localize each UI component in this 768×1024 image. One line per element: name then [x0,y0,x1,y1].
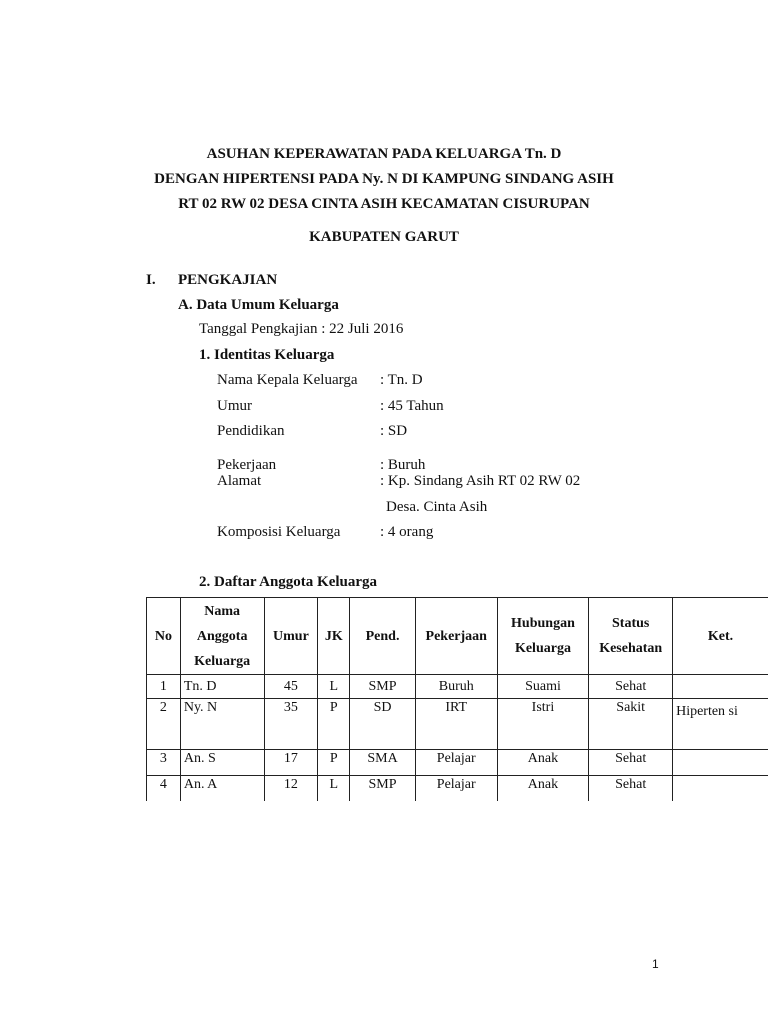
address-value-line-2: Desa. Cinta Asih [386,499,488,515]
table-row [147,699,768,750]
cell-sex: L [318,776,350,802]
cell-education: SMP [350,675,416,699]
table-row [147,776,768,802]
cell-health-status: Sehat [589,776,673,802]
occupation-label: Pekerjaan [217,457,277,473]
age-value: : 45 Tahun [380,398,444,414]
occupation-value: : Buruh [380,457,426,473]
header-notes: Ket. [673,598,768,675]
header-age: Umur [264,598,318,675]
cell-age: 35 [264,699,318,750]
cell-health-status: Sakit [589,699,673,750]
subsection-heading: A. Data Umum Keluarga [178,297,339,313]
table-row [147,675,768,699]
cell-sex: P [318,750,350,776]
header-education: Pend. [350,598,416,675]
cell-age: 12 [264,776,318,802]
cell-relationship: Istri [497,699,589,750]
section-number: I. [146,272,156,288]
cell-relationship: Suami [497,675,589,699]
cell-occupation: Pelajar [415,750,497,776]
header-relationship: Hubungan Keluarga [497,598,589,675]
header-occupation: Pekerjaan [415,598,497,675]
education-label: Pendidikan [217,423,285,439]
assessment-date: Tanggal Pengkajian : 22 Juli 2016 [199,321,404,337]
cell-notes [673,750,768,776]
address-value: : Kp. Sindang Asih RT 02 RW 02 [380,473,581,489]
head-name-value: : Tn. D [380,372,423,388]
cell-education: SD [350,699,416,750]
cell-relationship: Anak [497,750,589,776]
education-value: : SD [380,423,408,439]
cell-name: An. A [180,776,264,802]
table-row [147,750,768,776]
cell-education: SMA [350,750,416,776]
cell-sex: L [318,675,350,699]
family-identity-heading: 1. Identitas Keluarga [199,347,335,363]
cell-notes [673,776,768,802]
cell-occupation: Buruh [415,675,497,699]
cell-age: 45 [264,675,318,699]
cell-health-status: Sehat [589,750,673,776]
cell-no: 3 [147,750,181,776]
cell-name: Ny. N [180,699,264,750]
title-line-4: KABUPATEN GARUT [309,229,459,245]
cell-name: An. S [180,750,264,776]
cell-sex: P [318,699,350,750]
cell-no: 4 [147,776,181,802]
header-no: No [147,598,181,675]
cell-name: Tn. D [180,675,264,699]
cell-health-status: Sehat [589,675,673,699]
header-name: Nama Anggota Keluarga [180,598,264,675]
cell-age: 17 [264,750,318,776]
cell-no: 1 [147,675,181,699]
cell-occupation: IRT [415,699,497,750]
family-members-table [146,597,768,801]
header-health-status: Status Kesehatan [589,598,673,675]
composition-value: : 4 orang [380,524,434,540]
cell-education: SMP [350,776,416,802]
page-number: 1 [652,957,659,971]
head-name-label: Nama Kepala Keluarga [217,372,358,388]
cell-occupation: Pelajar [415,776,497,802]
title-line-1: ASUHAN KEPERAWATAN PADA KELUARGA Tn. D [206,146,562,162]
section-heading: PENGKAJIAN [178,272,278,288]
cell-no: 2 [147,699,181,750]
family-members-heading: 2. Daftar Anggota Keluarga [199,574,378,590]
title-line-3: RT 02 RW 02 DESA CINTA ASIH KECAMATAN CISURUPAN [178,196,590,212]
header-sex: JK [318,598,350,675]
title-line-2: DENGAN HIPERTENSI PADA Ny. N DI KAMPUNG SINDANG ASIH [154,171,614,187]
address-label: Alamat [217,473,262,489]
cell-notes: Hiperten si [673,699,768,750]
age-label: Umur [217,398,252,414]
table-header-row [147,598,768,675]
cell-notes [673,675,768,699]
composition-label: Komposisi Keluarga [217,524,341,540]
cell-relationship: Anak [497,776,589,802]
